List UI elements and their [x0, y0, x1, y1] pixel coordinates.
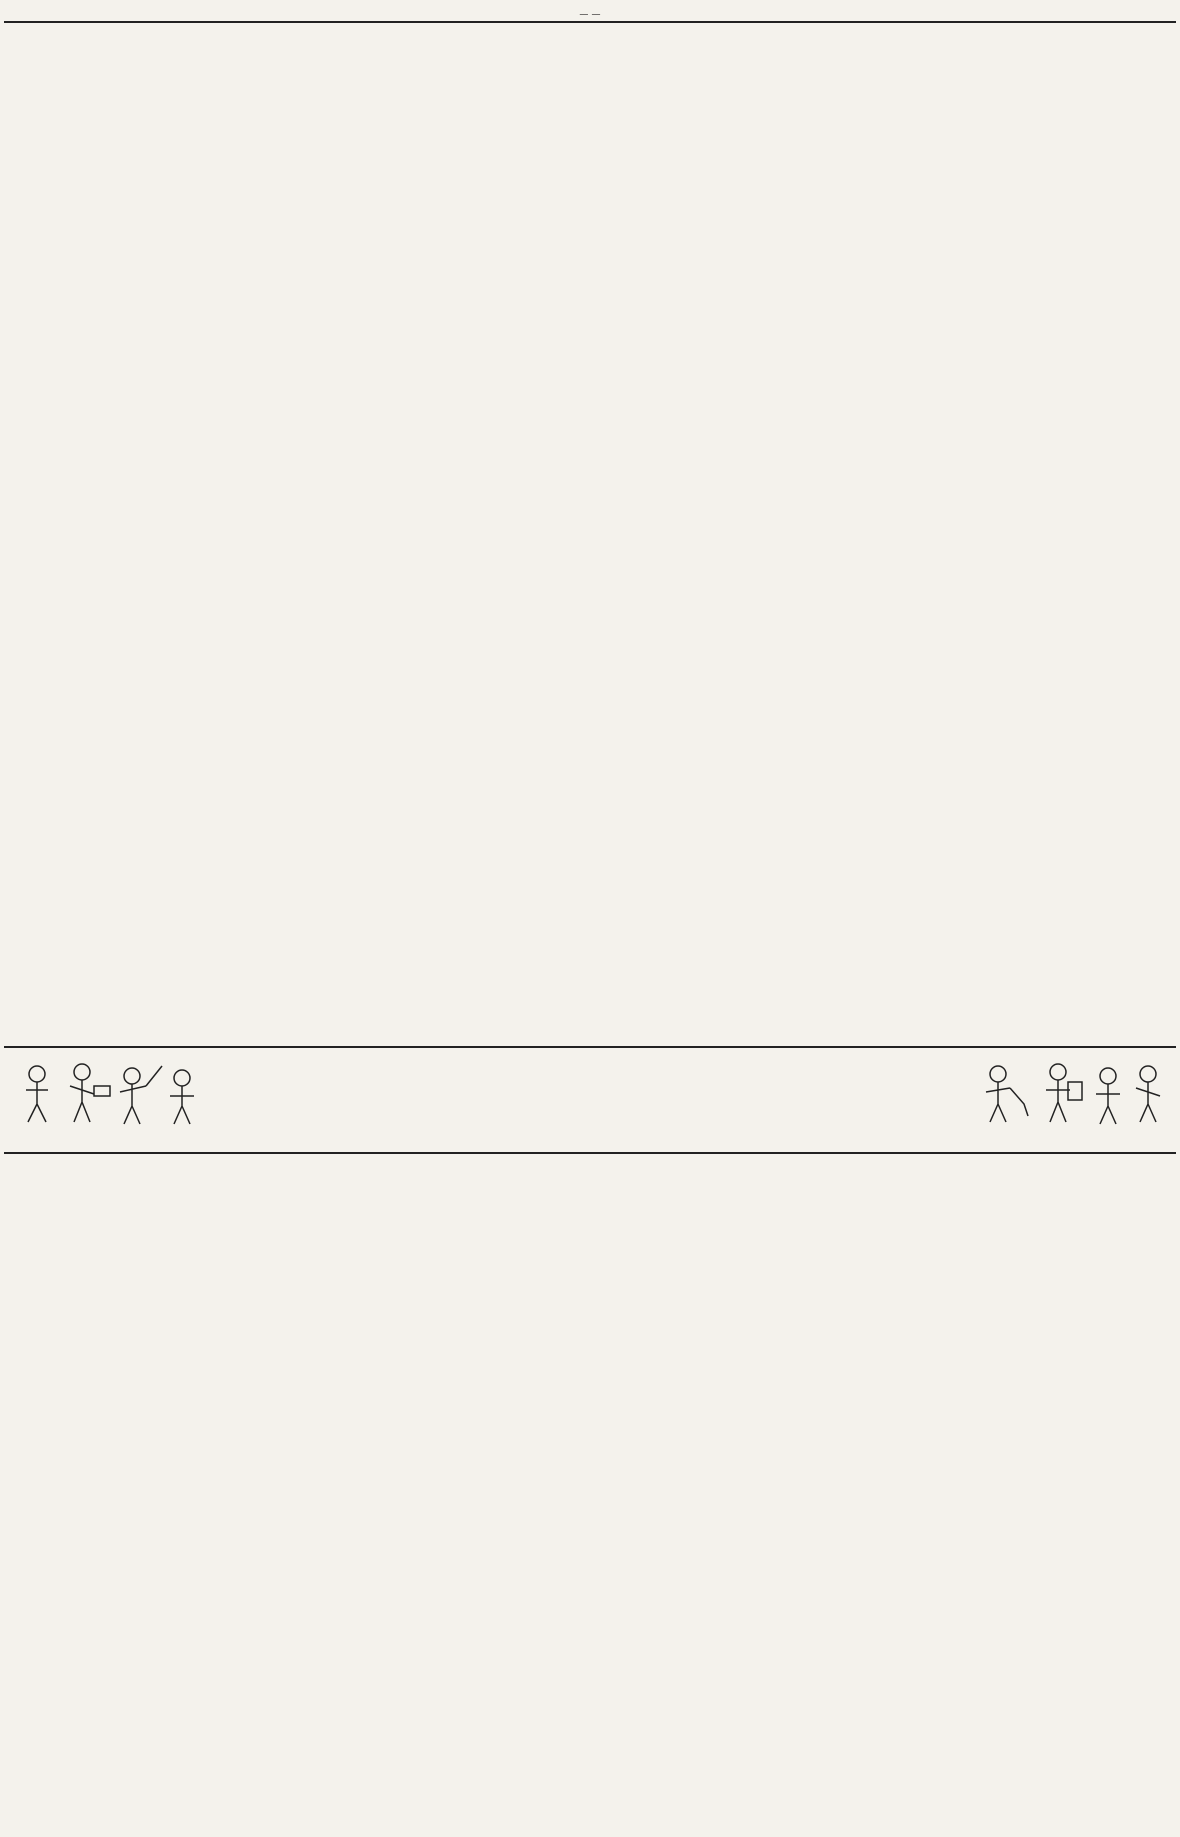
- cartoon-workers-right: [968, 1056, 1168, 1128]
- cartoon-workers-left: [12, 1056, 212, 1128]
- directory-banner: [4, 1046, 1176, 1154]
- masthead: [4, 6, 1176, 20]
- masthead-rule: [4, 21, 1176, 23]
- service-directory-columns: [4, 1156, 1176, 1832]
- masthead-publications: — —: [579, 9, 601, 20]
- classified-columns: [4, 26, 1176, 1041]
